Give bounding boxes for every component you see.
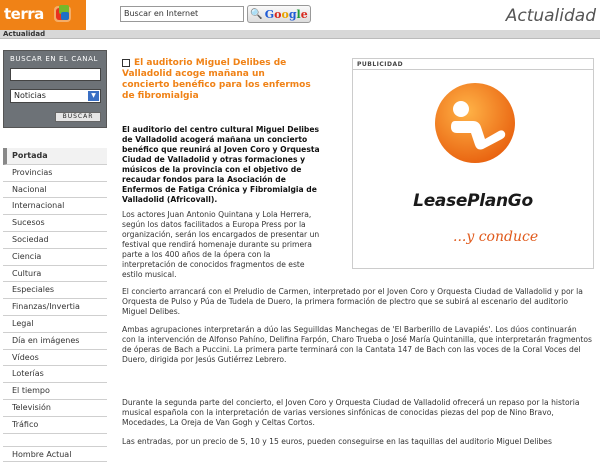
ad-brand-name: LeasePlanGo — [413, 191, 533, 211]
ad-slogan: ...y conduce — [453, 229, 539, 245]
breadcrumb[interactable]: Actualidad — [3, 30, 46, 38]
channel-search-box — [3, 50, 107, 128]
sidebar-item-cultura[interactable]: Cultura — [3, 266, 107, 283]
terra-logo[interactable]: terra — [4, 5, 44, 23]
sidebar-item-finanzas[interactable]: Finanzas/Invertia — [3, 299, 107, 316]
breadcrumb-bar — [0, 30, 600, 39]
article-paragraph: Ambas agrupaciones interpretarán a dúo las Seguilldas Manchegas de 'El Barberillo de Lavapiés'. Los dúos continuarán con la intervención de Alfonso Pahíno, Delifina Farpón, Charo Trueba o José María Quintanilla, que interpretarán fragmentos de óperas de Bach a Puccini. La primera parte terminará con la Cantata 147 de Bach con las voces de la Coral Voces del Duero, dirigida por Jesús Gutiérrez Lebrero. — [122, 325, 592, 364]
article-paragraph: Las entradas, por un precio de 5, 10 y 15 euros, pueden conseguirse en las taquillas del auditorio Miguel Delibes — [122, 437, 552, 446]
article-title-text: El auditorio Miguel Delibes de Valladolid acoge mañana un concierto benéfico para los enfermos de fibromialgia — [122, 58, 311, 101]
article-paragraph: Durante la segunda parte del concierto, el Joven Coro y Orquesta Ciudad de Valladolid ofrecerá un repaso por la historia musical española con la interpretación de varias versiones sinfónicas de conocidas piezas del pop de Nino Bravo, Mocedades, La Oreja de Van Gogh y Celtas Cortos. — [122, 398, 580, 427]
google-label: Google — [264, 7, 308, 21]
sidebar-item-especiales[interactable]: Especiales — [3, 282, 107, 299]
sidebar-item-sociedad[interactable]: Sociedad — [3, 232, 107, 249]
ad-label: PUBLICIDAD — [357, 61, 404, 68]
sidebar-nav — [3, 148, 107, 462]
channel-search-button[interactable]: BUSCAR — [55, 112, 101, 122]
sidebar-item-portada[interactable]: Portada — [3, 148, 107, 165]
sidebar-item-internacional[interactable]: Internacional — [3, 198, 107, 215]
advertisement-banner[interactable] — [352, 58, 594, 269]
sidebar-item-trafico[interactable]: Tráfico — [3, 417, 107, 434]
bullet-square-icon — [122, 59, 130, 67]
sidebar-item-sucesos[interactable]: Sucesos — [3, 215, 107, 232]
leaseplan-person-icon — [433, 81, 517, 165]
article-paragraph: Los actores Juan Antonio Quintana y Lola Herrera, según los datos facilitados a Europa Press por la organización, serán los encargados de presentar un festival que rendirá homenaje durante su primera parte a los 400 años de la ópera con la interpretación de conocidos fragmentos de este estilo musical. — [122, 210, 320, 279]
channel-category-select[interactable] — [10, 89, 101, 103]
article-lead: El auditorio del centro cultural Miguel Delibes de Valladolid acogerá mañana un concierto benéfico que reunirá al Joven Coro y Orquesta Ciudad de Valladolid y otras formaciones y músicos de la provincia con el objetivo de recaudar fondos para la Asociación de Enfermos de Fatiga Crónica y Fibromialgia de Valladolid (Africovall). — [122, 125, 320, 204]
terra-logo-area[interactable] — [0, 0, 86, 30]
channel-search-title: BUSCAR EN EL CANAL — [10, 55, 98, 63]
channel-search-input[interactable] — [10, 68, 101, 81]
sidebar-item-hombre-actual[interactable]: Hombre Actual — [3, 446, 107, 463]
channel-select-value: Noticias — [14, 91, 46, 100]
ad-divider — [353, 69, 593, 70]
sidebar-item-television[interactable]: Televisión — [3, 400, 107, 417]
sidebar-item-provincias[interactable]: Provincias — [3, 165, 107, 182]
sidebar-item-loterias[interactable]: Loterías — [3, 366, 107, 383]
sidebar-item-el-tiempo[interactable]: El tiempo — [3, 383, 107, 400]
sidebar-item-legal[interactable]: Legal — [3, 316, 107, 333]
article-title — [122, 58, 312, 102]
section-title: Actualidad — [505, 6, 596, 26]
sidebar-item-ciencia[interactable]: Ciencia — [3, 249, 107, 266]
internet-search-input[interactable]: Buscar en Internet — [120, 6, 244, 22]
article-paragraph: El concierto arrancará con el Preludio de Carmen, interpretado por el Joven Coro y Orquesta Ciudad de Valladolid y por la Orquesta de Pulso y Púa de Tudela de Duero, la primera formación de plectro que se subirá al escenario del auditorio Miguel Delibes. — [122, 287, 583, 316]
chevron-down-icon[interactable]: ▼ — [88, 91, 99, 101]
sidebar-item-videos[interactable]: Vídeos — [3, 350, 107, 367]
top-bar — [0, 0, 600, 30]
magnifier-icon: 🔍 — [250, 8, 263, 20]
google-search-button[interactable] — [247, 5, 311, 23]
terra-logo-icon — [52, 3, 74, 25]
sidebar-item-nacional[interactable]: Nacional — [3, 182, 107, 199]
sidebar-item-dia-en-imagenes[interactable]: Día en imágenes — [3, 333, 107, 350]
